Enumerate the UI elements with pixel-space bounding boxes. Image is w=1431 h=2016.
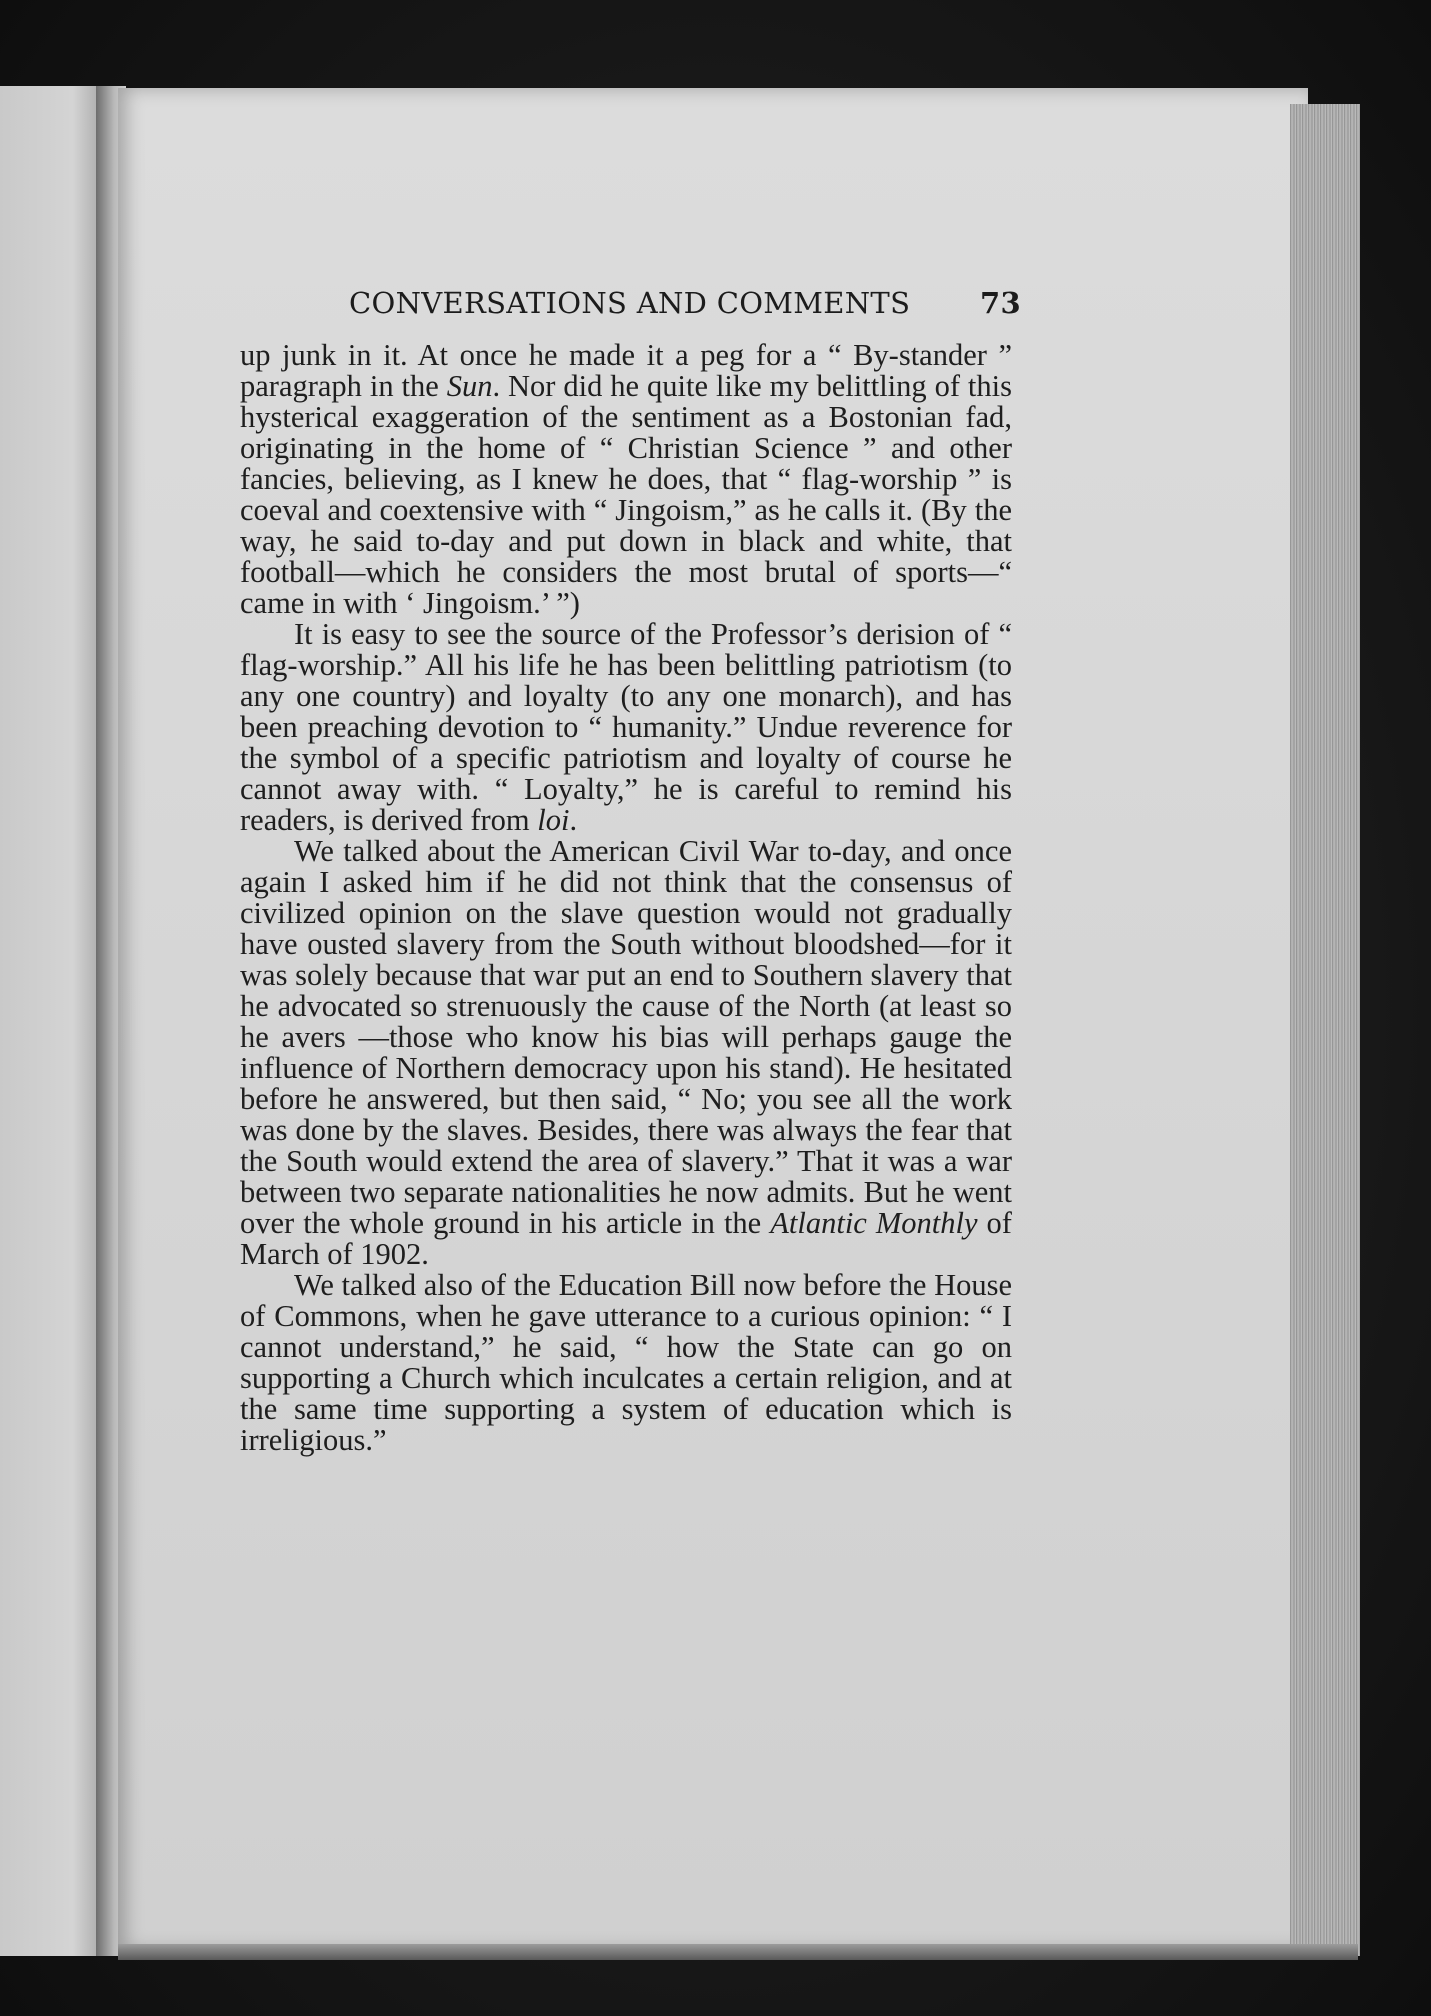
- paragraph: [240, 1270, 1012, 1456]
- text-run: .: [569, 803, 578, 837]
- page-bottom-edge: [118, 1944, 1358, 1960]
- page-stack-edge: [1290, 104, 1360, 1956]
- italic-text: Sun: [446, 369, 493, 403]
- page-number: 73: [980, 286, 1021, 320]
- italic-text: loi: [537, 803, 570, 837]
- running-head-title: CONVERSATIONS AND COMMENTS: [349, 286, 911, 320]
- paragraph: [240, 619, 1012, 836]
- paragraph: [240, 340, 1012, 619]
- text-run: of March of 1902.: [240, 1206, 1012, 1271]
- italic-text: Atlantic Monthly: [770, 1206, 978, 1240]
- text-run: We talked about the American Civil War to-day, and once again I asked him if he did not think that the consensus of civilized opinion on the slave question would not gradually have ousted slavery from the South without bloodshed—for it was solely because that war put an end to Southern slavery that he advocated so strenuously the cause of the North (at least so he avers —those who know his bias will perhaps gauge the influence of Northern democracy upon his stand). He hesitated before he answered, but then said, “ No; you see all the work was done by the slaves. Besides, there was always the fear that the South would extend the area of slavery.” That it was a war between two separate nationalities he now admits. But he went over the whole ground in his article in the: [240, 834, 1012, 1240]
- left-page-edge: [0, 86, 104, 1956]
- text-run: up junk in it. At once he made it a peg for a “ By-stander ” paragraph in the: [240, 338, 1012, 403]
- running-head: [349, 286, 1021, 326]
- text-run: We talked also of the Education Bill now before the House of Commons, when he gave utterance to a curious opinion: “ I cannot understand,” he said, “ how the State can go on supporting a Church which inculcates a certain religion, and at the same time supporting a system of education which is irreligious.”: [240, 1268, 1012, 1457]
- body-text: [240, 340, 1012, 1456]
- text-run: It is easy to see the source of the Professor’s derision of “ flag-worship.” All his life he has been belittling patriotism (to any one country) and loyalty (to any one monarch), and has been preaching devotion to “ humanity.” Undue reverence for the symbol of a specific patriotism and loyalty of course he cannot away with. “ Loyalty,” he is careful to remind his readers, is derived from: [240, 617, 1012, 837]
- text-run: . Nor did he quite like my belittling of this hysterical exaggeration of the sentiment as a Bostonian fad, originating in the home of “ Christian Science ” and other fancies, believing, as I knew he does, that “ flag-worship ” is coeval and coextensive with “ Jingoism,” as he calls it. (By the way, he said to-day and put down in black and white, that football—which he considers the most brutal of sports—“ came in with ‘ Jingoism.’ ”): [240, 369, 1012, 620]
- paragraph: [240, 836, 1012, 1270]
